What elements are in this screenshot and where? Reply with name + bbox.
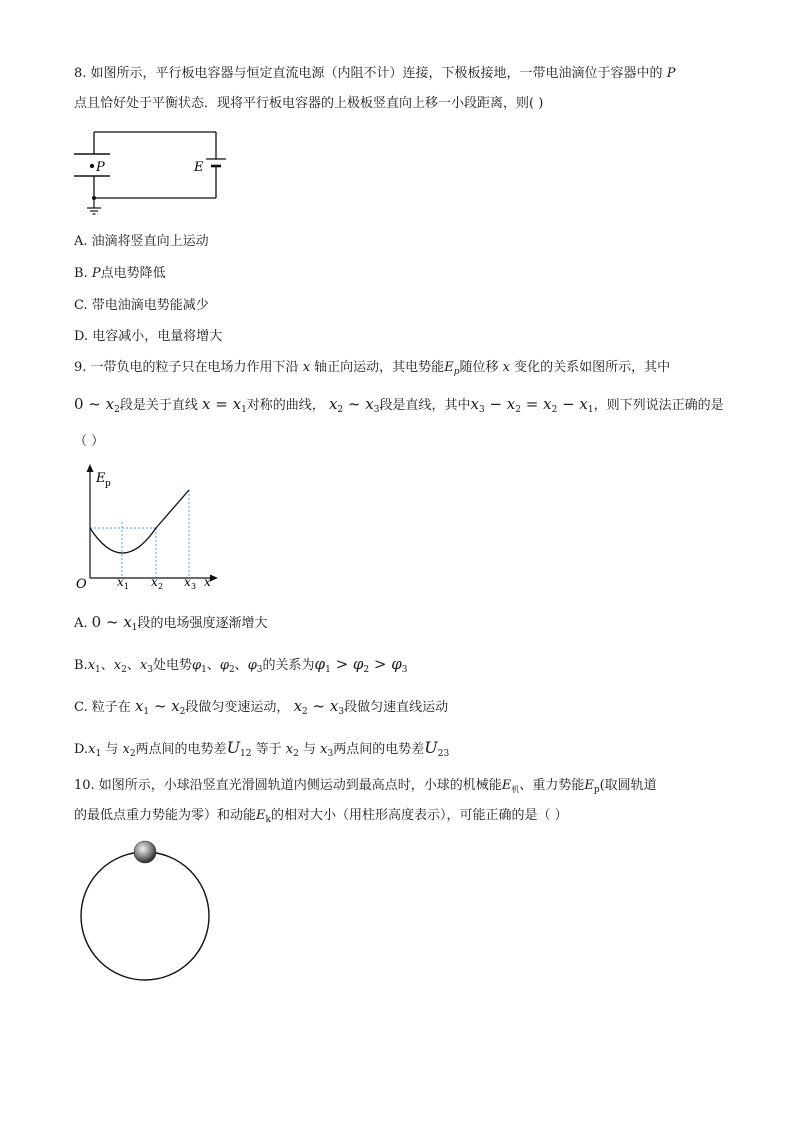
q9-stem-line-3: （ ） bbox=[74, 434, 105, 449]
svg-text:x: x bbox=[151, 575, 158, 589]
ep-curve bbox=[90, 490, 189, 553]
q10-stem-line-1: 10. 如图所示，小球沿竖直光滑圆轨道内侧运动到最高点时，小球的机械能$E_机$、重力势能$E_p$(取圆轨道 bbox=[74, 778, 657, 795]
q9-option-d: $D.x_1$ 与 $x_2$两点间的电势差$U_{12}$ 等于 $x_2$ 与 $x_3$两点间的电势差$U_{23}$ bbox=[74, 738, 450, 759]
y-axis-arrow-icon bbox=[87, 464, 94, 472]
x-axis-arrow-icon bbox=[210, 575, 218, 582]
q10-stem-line-2: 的最低点重力势能为零）和动能$E_k$的相对大小（用柱形高度表示），可能正确的是（ ） bbox=[74, 808, 568, 825]
q8-option-b: B. P点电势降低 bbox=[74, 266, 166, 281]
circular-track bbox=[81, 852, 209, 980]
svg-text:x: x bbox=[184, 575, 191, 589]
q8-option-c: C. 带电油滴电势能减少 bbox=[74, 298, 209, 313]
q9-stem-line-1: 9. 一带负电的粒子只在电场力作用下沿 x 轴正向运动，其电势能$E_p$随位移 x 变化的关系如图所示，其中 bbox=[74, 360, 671, 377]
svg-text:O: O bbox=[76, 577, 87, 590]
q9-option-c: C. 粒子在 $x_1$ ~ $x_2$段做匀变速运动， $x_2$ ~ $x_3$段做匀速直线运动 bbox=[74, 697, 449, 717]
oil-drop-dot bbox=[90, 164, 94, 168]
q8-circuit-diagram bbox=[66, 126, 236, 222]
svg-text:2: 2 bbox=[158, 582, 164, 590]
svg-text:3: 3 bbox=[191, 582, 197, 590]
svg-text:x: x bbox=[204, 575, 211, 589]
q9-ep-x-graph bbox=[70, 460, 230, 590]
svg-text:p: p bbox=[105, 479, 111, 489]
q8-stem-line-1 bbox=[74, 64, 675, 84]
q8-option-a: A. 油滴将竖直向上运动 bbox=[74, 234, 209, 249]
q8-stem-text-1: 8. 如图所示，平行板电容器与恒定直流电源（内阻不计）连接，下极板接地，一带电油滴位于容器中的 bbox=[74, 66, 663, 81]
svg-text:x: x bbox=[117, 575, 124, 589]
svg-text:1: 1 bbox=[124, 582, 130, 590]
q8-fig-label-e: E bbox=[194, 160, 204, 175]
ball-icon bbox=[134, 841, 156, 863]
q8-stem-line-2: 点且恰好处于平衡状态．现将平行板电容器的上极板竖直向上移一小段距离，则( ) bbox=[74, 96, 544, 111]
q8-option-d: D. 电容减小，电量将增大 bbox=[74, 329, 223, 344]
q9-stem-line-2: 0 ~ $x_2$段是关于直线 $x = x_1$对称的曲线， $x_2$ ~ $x_3$段是直线，其中$x_3 - x_2 = x_2 - x_1$，则下列说法正确的是 bbox=[74, 395, 724, 415]
q8-fig-label-p: P bbox=[96, 160, 105, 175]
q10-circular-track-diagram bbox=[76, 836, 216, 986]
q9-option-a: A. 0 ~ $x_1$段的电场强度逐渐增大 bbox=[74, 613, 268, 633]
q8-stem-var-p: P bbox=[666, 66, 676, 81]
q9-option-b: $B.x_1$、$x_2$、$x_3$处电势$\varphi_1$、$\varphi_2$、$\varphi_3$的关系为$\varphi_1 > \varphi_2 > \varphi_3$ bbox=[74, 655, 408, 675]
svg-text:E: E bbox=[96, 471, 106, 486]
